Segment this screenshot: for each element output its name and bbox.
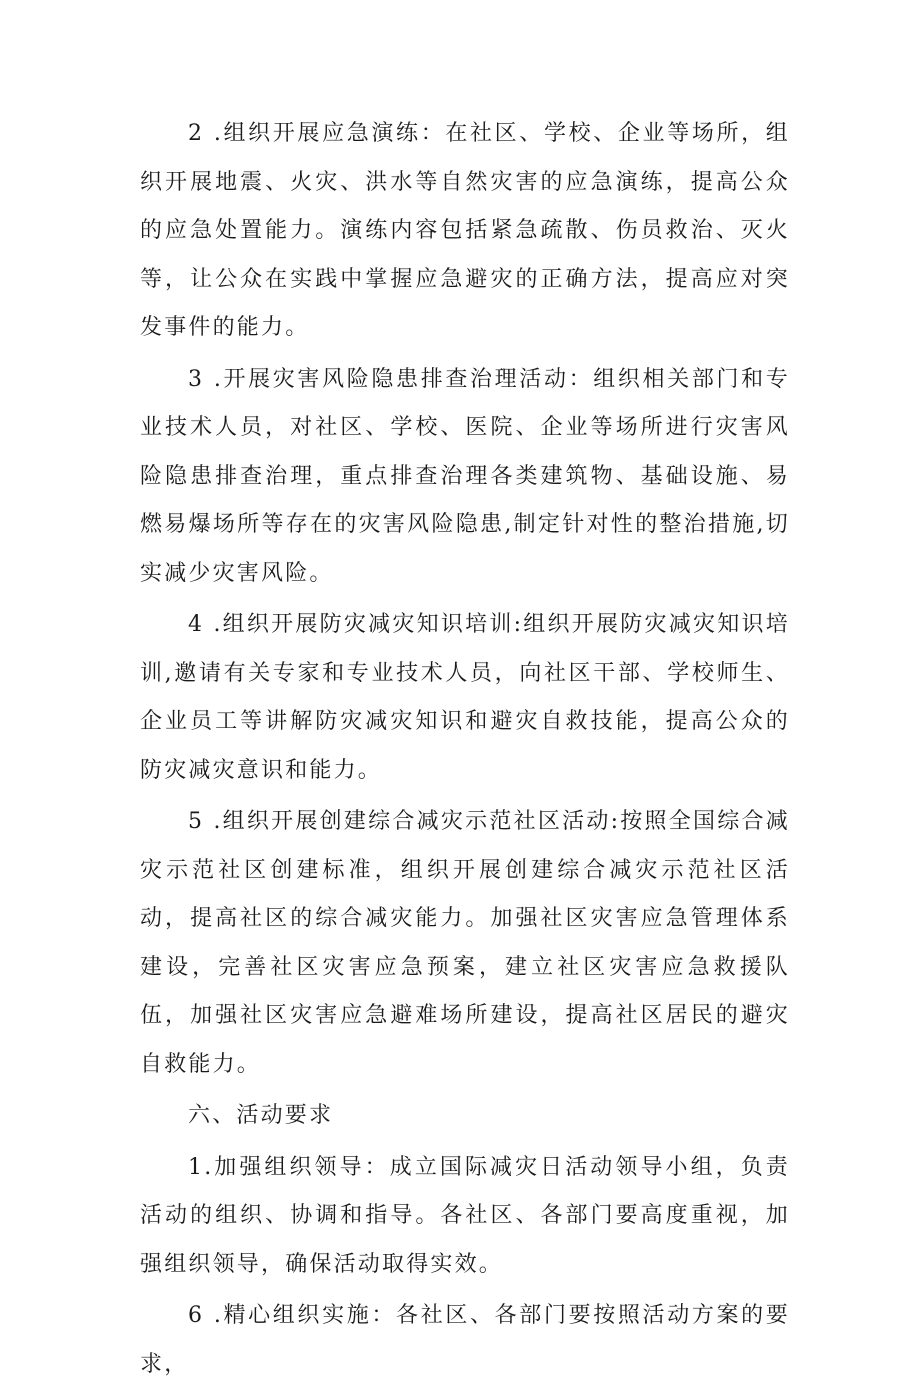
- paragraph-item-2: 2 .组织开展应急演练：在社区、学校、企业等场所，组织开展地震、火灾、洪水等自然灾害的应急演练，提高公众的应急处置能力。演练内容包括紧急疏散、伤员救治、灭火等，让公众在实践中掌握应急避灾的正确方法，提高应对突发事件的能力。: [140, 121, 790, 340]
- paragraph-item-4: 4 .组织开展防灾减灾知识培训:组织开展防灾减灾知识培训,邀请有关专家和专业技术人员，向社区干部、学校师生、企业员工等讲解防灾减灾知识和避灾自救技能，提高公众的防灾减灾意识和能力。: [140, 612, 790, 783]
- paragraph-item-3: 3 .开展灾害风险隐患排查治理活动：组织相关部门和专业技术人员，对社区、学校、医院、企业等场所进行灾害风险隐患排查治理，重点排查治理各类建筑物、基础设施、易燃易爆场所等存在的灾害风险隐患,制定针对性的整治措施,切实减少灾害风险。: [140, 366, 790, 586]
- section-heading: 六、活动要求: [188, 1103, 334, 1128]
- paragraph-requirement-1: 1.加强组织领导：成立国际减灾日活动领导小组，负责活动的组织、协调和指导。各社区、各部门要高度重视，加强组织领导，确保活动取得实效。: [140, 1154, 790, 1277]
- paragraph-requirement-6: 6 .精心组织实施：各社区、各部门要按照活动方案的要求，: [140, 1303, 790, 1377]
- document-body: [140, 110, 790, 1389]
- paragraph-item-5: 5 .组织开展创建综合减灾示范社区活动:按照全国综合减灾示范社区创建标准，组织开展创建综合减灾示范社区活动，提高社区的综合减灾能力。加强社区灾害应急管理体系建设，完善社区灾害应急预案，建立社区灾害应急救援队伍，加强社区灾害应急避难场所建设，提高社区居民的避灾自救能力。: [140, 809, 790, 1077]
